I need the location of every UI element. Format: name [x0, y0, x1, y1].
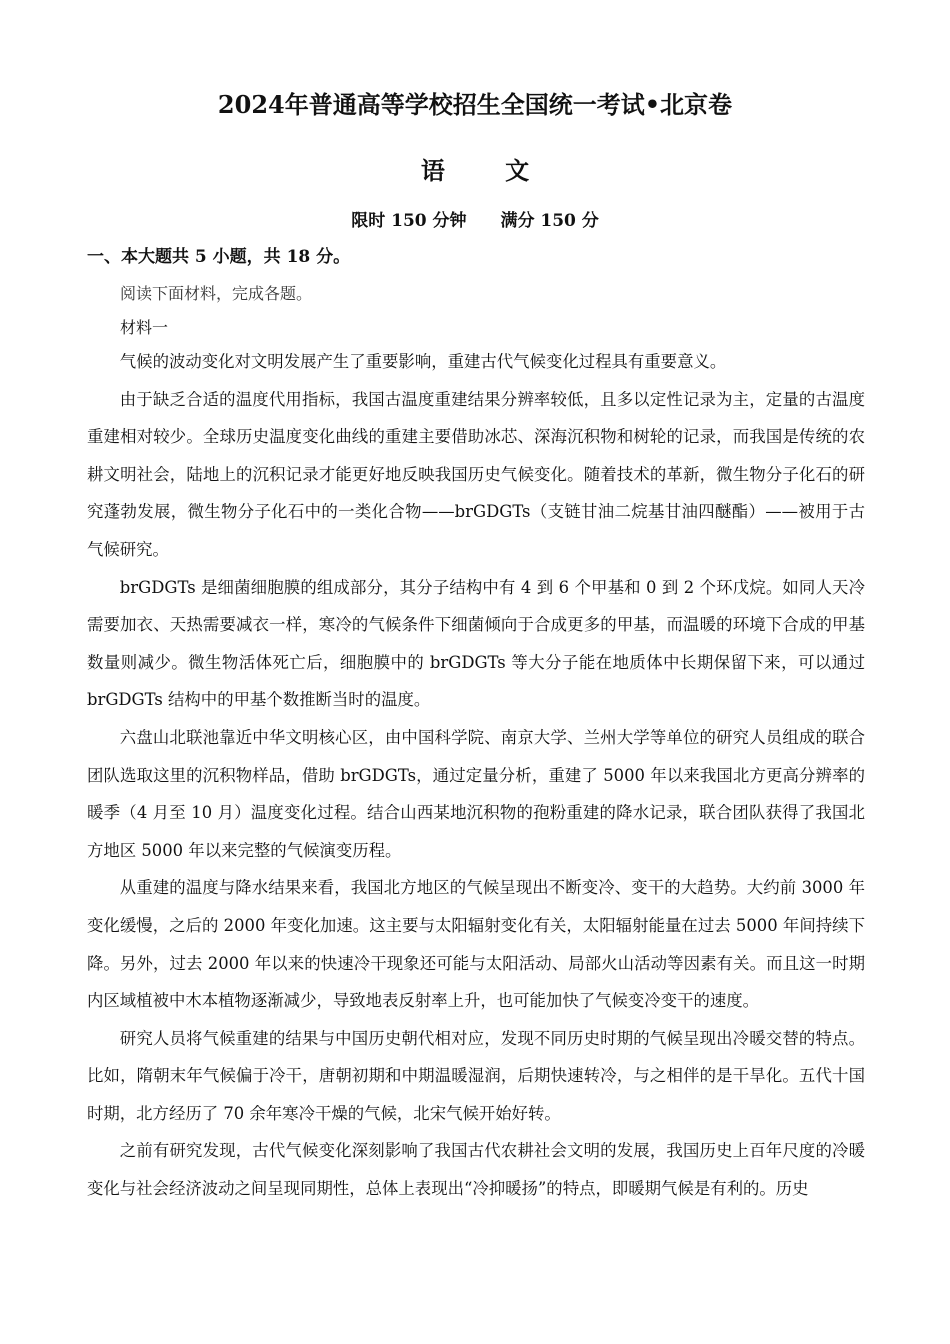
reading-instruction: 阅读下面材料，完成各题。 — [120, 284, 313, 303]
full-score: 满分 150 分 — [500, 211, 599, 231]
paragraph: 之前有研究发现，古代气候变化深刻影响了我国古代农耕社会文明的发展，我国历史上百年尺度的冷暖变化与社会经济波动之间呈现同期性，总体上表现出“冷抑暖扬”的特点，即暖期气候是有利的。历史 — [87, 1141, 865, 1199]
exam-time-info — [0, 208, 950, 234]
exam-title: 2024年普通高等学校招生全国统一考试•北京卷 — [217, 90, 733, 119]
paragraph: 研究人员将气候重建的结果与中国历史朝代相对应，发现不同历史时期的气候呈现出冷暖交替的特点。比如，隋朝末年气候偏于冷干，唐朝初期和中期温暖湿润，后期快速转冷，与之相伴的是干旱化。五代十国时期，北方经历了 70 余年寒冷干燥的气候，北宋气候开始好转。 — [87, 1028, 865, 1123]
section-heading: 一、本大题共 5 小题，共 18 分。 — [87, 247, 351, 267]
paragraph: 气候的波动变化对文明发展产生了重要影响，重建古代气候变化过程具有重要意义。 — [119, 352, 727, 371]
material-body — [87, 343, 865, 1208]
paragraph: 由于缺乏合适的温度代用指标，我国古温度重建结果分辨率较低，且多以定性记录为主，定量的古温度重建相对较少。全球历史温度变化曲线的重建主要借助冰芯、深海沉积物和树轮的记录，而我国是传统的农耕文明社会，陆地上的沉积记录才能更好地反映我国历史气候变化。随着技术的革新，微生物分子化石的研究蓬勃发展，微生物分子化石中的一类化合物——brGDGTs（支链甘油二烷基甘油四醚酯）——被用于古气候研究。 — [87, 389, 865, 559]
material-label: 材料一 — [120, 318, 169, 337]
time-limit: 限时 150 分钟 — [351, 211, 467, 231]
paragraph: 从重建的温度与降水结果来看，我国北方地区的气候呈现出不断变冷、变干的大趋势。大约前 3000 年变化缓慢，之后的 2000 年变化加速。这主要与太阳辐射变化有关，太阳辐射能量在过去 5000 年间持续下降。另外，过去 2000 年以来的快速冷干现象还可能与太阳活动、局部火山活动等因素有关。而且这一时期内区域植被中木本植物逐渐减少，导致地表反射率上升，也可能加快了气候变冷变干的速度。 — [87, 878, 865, 1011]
subject-title: 语 文 — [420, 156, 556, 185]
paragraph: 六盘山北联池靠近中华文明核心区，由中国科学院、南京大学、兰州大学等单位的研究人员组成的联合团队选取这里的沉积物样品，借助 brGDGTs，通过定量分析，重建了 5000 年以来我国北方更高分辨率的暖季（4 月至 10 月）温度变化过程。结合山西某地沉积物的孢粉重建的降水记录，联合团队获得了我国北方地区 5000 年以来完整的气候演变历程。 — [87, 727, 865, 860]
paragraph: brGDGTs 是细菌细胞膜的组成部分，其分子结构中有 4 到 6 个甲基和 0 到 2 个环戊烷。如同人天冷需要加衣、天热需要减衣一样，寒冷的气候条件下细菌倾向于合成更多的甲基，而温暖的环境下合成的甲基数量则减少。微生物活体死亡后，细胞膜中的 brGDGTs 等大分子能在地质体中长期保留下来，可以通过 brGDGTs 结构中的甲基个数推断当时的温度。 — [87, 577, 865, 710]
